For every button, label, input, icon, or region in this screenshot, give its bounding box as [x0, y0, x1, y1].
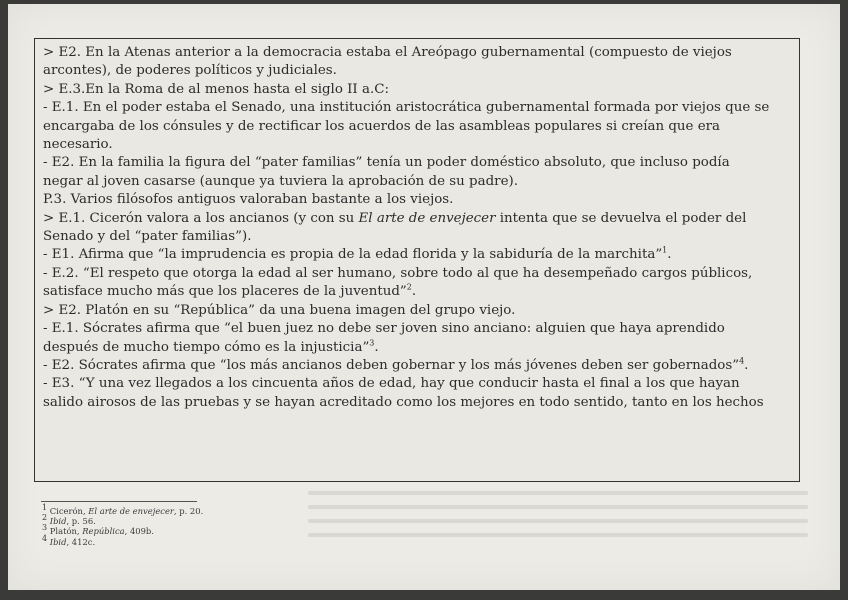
text-line: encargaba de los cónsules y de rectificar los acuerdos de las asambleas populares si creían que era: [43, 118, 721, 134]
text-line: - E3. “Y una vez llegados a los cincuenta años de edad, hay que conducir hasta el final a los que hayan: [43, 376, 740, 392]
text-line: - E.1. En el poder estaba el Senado, una institución aristocrática gubernamental formada por viejos que se: [43, 100, 770, 116]
line-text: intenta que se devuelva el poder del: [495, 210, 747, 226]
line-text: después de mucho tiempo cómo es la injusticia”: [43, 339, 370, 355]
footnote-item: [42, 513, 203, 527]
text-line: necesario.: [43, 137, 113, 153]
text-line: [43, 283, 791, 301]
footnote-number: 2: [42, 513, 48, 523]
line-text: .: [667, 247, 672, 263]
footnote-ref: 1: [662, 246, 668, 255]
footnote-ref: 2: [406, 283, 412, 292]
footnote-number: 3: [42, 523, 48, 533]
footnote-text: , 409b.: [124, 526, 154, 537]
footnote-item: [42, 503, 204, 516]
bordered-text-box: [34, 38, 800, 482]
footnote-number: 4: [42, 533, 48, 543]
text-line: negar al joven casarse (aunque ya tuviera la aprobación de su padre).: [43, 173, 518, 189]
footnote-item: [42, 523, 203, 537]
line-text: - E2. Sócrates afirma que “los más ancianos deben gobernar y los más jóvenes deben ser gobernados”: [43, 357, 740, 373]
footnote-number: 1: [42, 503, 48, 513]
footnote-title: República: [82, 526, 125, 537]
text-line: arcontes), de poderes políticos y judiciales.: [43, 63, 337, 79]
line-text: satisface mucho más que los placeres de la juventud”: [43, 284, 407, 300]
footnote-title: Ibid: [49, 516, 67, 527]
line-text: > E.1. Cicerón valora a los ancianos (y con su: [43, 210, 359, 226]
line-text: .: [411, 284, 417, 300]
footnote-title: Ibid: [49, 536, 67, 547]
text-line: - E.1. Sócrates afirma que “el buen juez no debe ser joven sino anciano: alguien que haya aprendido: [43, 321, 725, 337]
footnote-ref: 3: [369, 338, 375, 348]
text-line: - E.2. “El respeto que otorga la edad al ser humano, sobre todo al que ha desempeñado cargos públicos,: [43, 265, 753, 281]
footnote-text: , p. 20.: [173, 506, 204, 516]
footnote-item: [42, 533, 203, 547]
footnote-text: Cicerón,: [49, 506, 89, 516]
book-title: El arte de envejecer: [358, 210, 496, 226]
text-line: [43, 339, 791, 357]
footnote-separator: [41, 501, 197, 502]
line-text: .: [744, 357, 749, 373]
footnote-text: Platón,: [49, 526, 83, 537]
footnote-text: , p. 56.: [66, 516, 96, 527]
line-text: - E1. Afirma que “la imprudencia es propia de la edad florida y la sabiduría de la marchita”: [43, 247, 663, 263]
footnote-title: El arte de envejecer: [88, 506, 174, 516]
text-line: P.3. Varios filósofos antiguos valoraban bastante a los viejos.: [43, 192, 454, 208]
text-line: > E2. Platón en su “República” da una buena imagen del grupo viejo.: [43, 302, 516, 318]
text-line: salido airosos de las pruebas y se hayan acreditado como los mejores en todo sentido, tanto en los hechos: [43, 394, 764, 410]
footnotes: [42, 503, 204, 547]
text-line: > E.3.En la Roma de al menos hasta el siglo II a.C:: [43, 81, 389, 97]
line-text: .: [374, 339, 379, 355]
text-line: [43, 210, 791, 228]
text-line: - E2. En la familia la figura del “pater familias” tenía un poder doméstico absoluto, que incluso podía: [43, 155, 730, 171]
text-line: Senado y del “pater familias”).: [43, 229, 252, 245]
bleed-through-text: [308, 491, 808, 561]
text-line: [43, 246, 791, 264]
text-line: > E2. En la Atenas anterior a la democracia estaba el Areópago gubernamental (compuesto de viejos: [43, 45, 732, 60]
text-line: [43, 357, 791, 375]
footnote-ref: 4: [739, 356, 745, 366]
footnote-text: , 412c.: [66, 536, 96, 547]
document-page: [8, 4, 840, 590]
